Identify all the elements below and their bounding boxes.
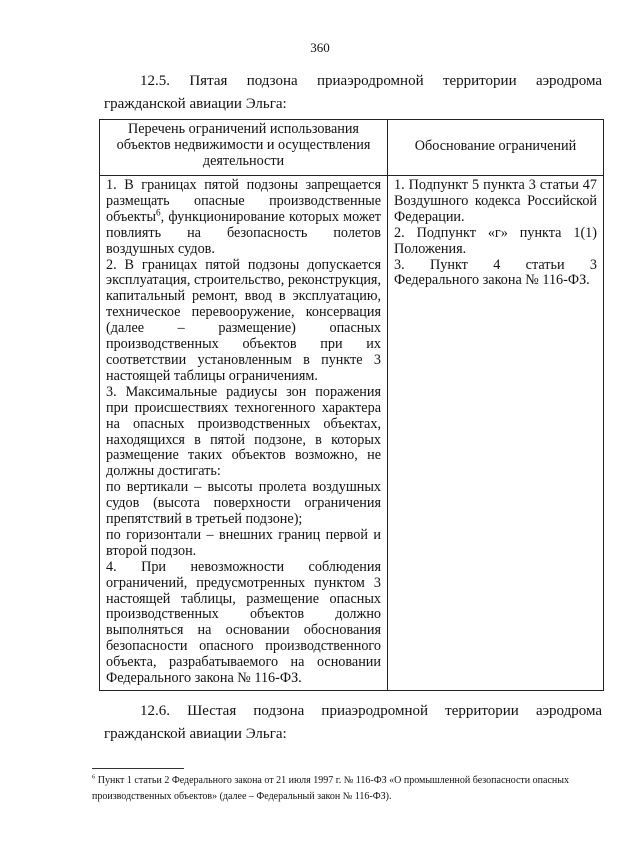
header-justification: Обоснование ограничений	[388, 120, 604, 176]
section-heading-text: 12.5. Пятая подзона приаэродромной территории аэродрома гражданской авиации Эльга:	[104, 73, 602, 112]
section-heading-12-6	[104, 700, 602, 746]
restriction-item-1: 1. В границах пятой подзоны запрещается размещать опасные производственные объекты$^6$, функционирование которых может повлиять на безопасность полетов воздушных судов.	[106, 177, 381, 257]
restrictions-cell	[100, 176, 388, 691]
table-header-row	[100, 120, 604, 176]
justification-item-3: 3. Пункт 4 статьи 3 Федерального закона № 116-ФЗ.	[394, 256, 597, 289]
footnote-text: Пункт 1 статьи 2 Федерального закона от 21 июля 1997 г. № 116-ФЗ «О промышленной безопасности опасных производственных объектов» (далее – Федеральный закон № 116-ФЗ).	[92, 775, 569, 802]
restriction-item-3-horizontal: по горизонтали – внешних границ первой и второй подзон.	[106, 526, 381, 559]
justification-item-2: 2. Подпункт «г» пункта 1(1) Положения.	[394, 224, 597, 257]
restriction-item-4: 4. При невозможности соблюдения ограничений, предусмотренных пунктом 3 настоящей таблицы, размещение опасных производственных объектов должно выполняться на основании обоснования безопасности опасного производственного объекта, разрабатываемого на основании Федерального закона № 116-ФЗ.	[106, 558, 381, 687]
footnote	[92, 773, 612, 805]
restrictions-table	[99, 119, 604, 691]
section-heading-12-5	[104, 70, 602, 116]
restriction-item-3: 3. Максимальные радиусы зон поражения при происшествиях техногенного характера на опасных производственных объектах, находящихся в пятой подзоне, в которых размещение таких объектов возможно, не должны достигать:	[106, 383, 381, 480]
footnote-ref: 6	[156, 207, 161, 218]
restriction-item-3-vertical: по вертикали – высоты пролета воздушных судов (высота поверхности ограничения препятствий в третьей подзоне);	[106, 479, 381, 528]
header-restrictions-list: Перечень ограничений использования объектов недвижимости и осуществления деятельности	[100, 120, 388, 176]
section-heading-text: 12.6. Шестая подзона приаэродромной территории аэродрома гражданской авиации Эльга:	[104, 703, 602, 742]
footnote-marker: 6	[92, 773, 96, 781]
table-row	[100, 176, 604, 691]
restriction-item-2: 2. В границах пятой подзоны допускается эксплуатация, строительство, реконструкция, капитальный ремонт, ввод в эксплуатацию, техническое перевооружение, консервация (далее – размещение) опасных производственных объектов при их соответствии установленным в пункте 3 настоящей таблицы ограничениям.	[106, 256, 381, 384]
justification-cell	[388, 176, 604, 691]
page-number: 360	[310, 40, 330, 55]
footnote-divider	[92, 768, 184, 769]
justification-item-1: 1. Подпункт 5 пункта 3 статьи 47 Воздушного кодекса Российской Федерации.	[394, 177, 597, 225]
